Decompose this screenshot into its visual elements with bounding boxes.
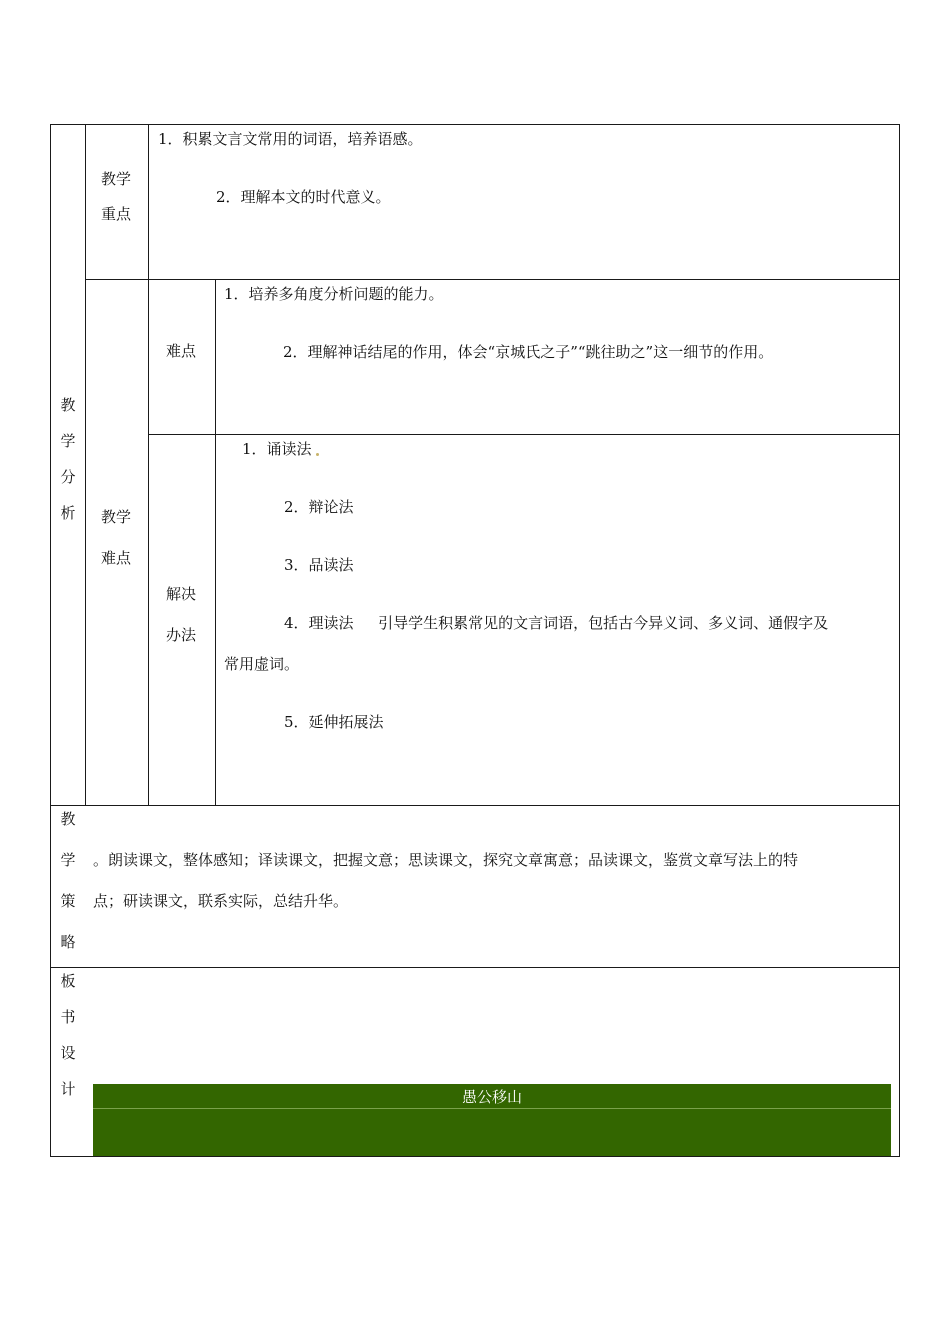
nandian-item: 1．培养多角度分析问题的能力。 [224, 285, 444, 303]
analysis-label-char: 学 [60, 432, 76, 450]
board-title: 愚公移山 [461, 1088, 522, 1106]
method-item: 4．理读法 引导学生积累常见的文言词语，包括古今异义词、多义词、通假字及 [284, 614, 829, 632]
analysis-label-char: 教 [60, 396, 76, 414]
cursor-dot [316, 453, 319, 456]
divider-strategy-bottom [50, 967, 900, 968]
board-label-char: 计 [60, 1080, 76, 1098]
board-banner-rule [93, 1108, 891, 1109]
board-label-char: 板 [60, 972, 76, 990]
table-border-top [50, 124, 900, 125]
key-point-item: 2．理解本文的时代意义。 [216, 188, 391, 206]
method-item: 常用虚词。 [224, 655, 300, 673]
strategy-text: 点；研读课文，联系实际，总结升华。 [93, 892, 349, 910]
divider-keypoints-bottom [85, 279, 900, 280]
strategy-label-char: 学 [60, 851, 76, 869]
board-banner [93, 1084, 891, 1156]
strategy-label-char: 略 [60, 933, 76, 951]
methods-label: 解决 [166, 585, 197, 603]
analysis-label-char: 分 [60, 468, 76, 486]
key-points-label: 重点 [101, 205, 132, 223]
strategy-label-char: 教 [60, 810, 76, 828]
analysis-label-char: 析 [60, 504, 76, 522]
key-points-label: 教学 [101, 170, 132, 188]
divider-col1 [85, 124, 86, 805]
strategy-text: 。朗读课文，整体感知；译读课文，把握文意；思读课文，探究文章寓意；品读课文，鉴赏文章写法上的特 [93, 851, 799, 869]
board-label-char: 书 [60, 1008, 76, 1026]
method-item: 2．辩论法 [284, 498, 354, 516]
method-item: 3．品读法 [284, 556, 354, 574]
divider-nandian-bottom [148, 434, 900, 435]
nandian-item: 2．理解神话结尾的作用，体会“京城氏之子”“跳往助之”这一细节的作用。 [283, 343, 774, 361]
method-item: 1．诵读法 [242, 440, 312, 458]
divider-col3 [215, 279, 216, 805]
methods-label: 办法 [166, 626, 197, 644]
method-item: 5．延伸拓展法 [284, 713, 384, 731]
key-point-item: 1．积累文言文常用的词语，培养语感。 [158, 130, 423, 148]
divider-col2 [148, 124, 149, 805]
difficult-label: 难点 [101, 549, 132, 567]
divider-analysis-bottom [50, 805, 900, 806]
board-label-char: 设 [60, 1044, 76, 1062]
table-border-bottom [50, 1156, 900, 1157]
strategy-label-char: 策 [60, 892, 76, 910]
nandian-label: 难点 [166, 342, 197, 360]
difficult-label: 教学 [101, 508, 132, 526]
